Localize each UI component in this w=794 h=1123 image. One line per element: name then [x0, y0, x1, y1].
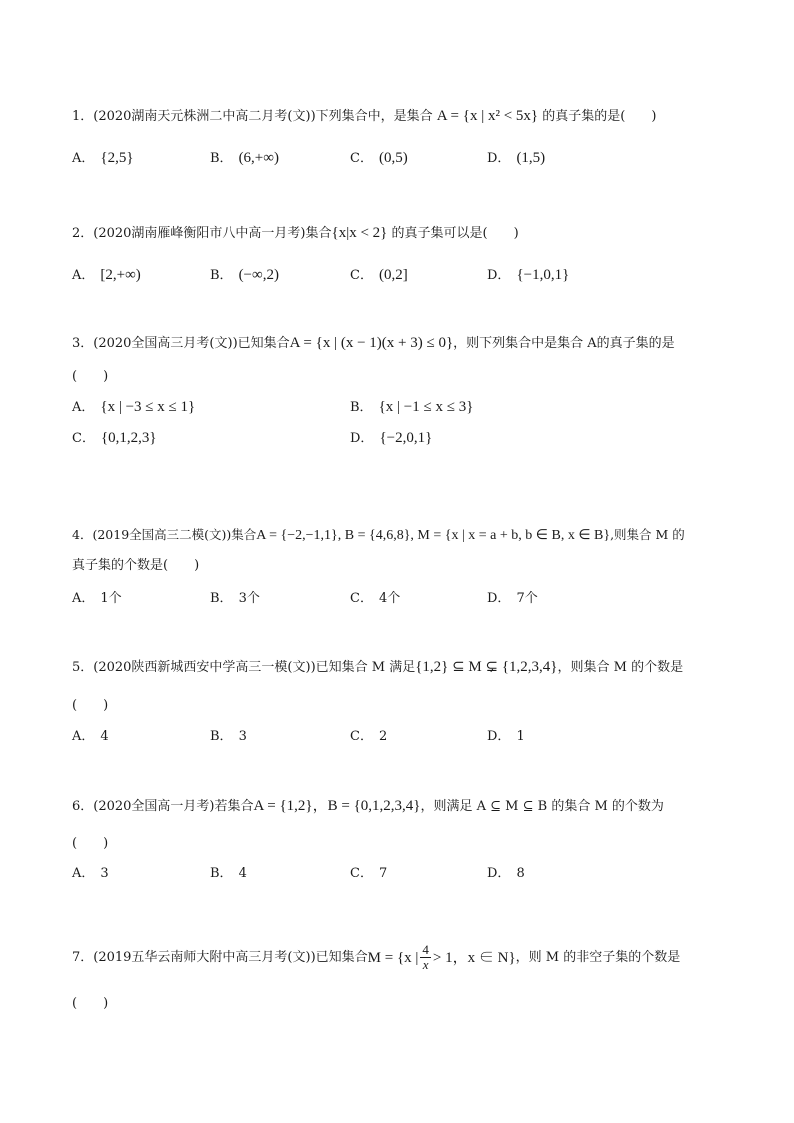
option-c[interactable]: C． {0,1,2,3}	[72, 430, 157, 446]
question-7-stem: 7．(2019五华云南师大附中高三月考(文))已知集合 M = {x | 4 x > 1，x ∈ N} ，则 M 的非空子集的个数是	[72, 942, 681, 972]
option-c[interactable]: C． (0,2]	[350, 267, 408, 283]
option-d[interactable]: D． (1,5)	[487, 150, 546, 166]
option-d[interactable]: D． {−2,0,1}	[350, 430, 433, 446]
answer-parentheses: ( )	[72, 698, 109, 713]
answer-parentheses: ( )	[72, 996, 109, 1011]
option-a[interactable]: A． [2,+∞)	[72, 267, 141, 283]
question-3-stem: 3．(2020全国高三月考(文))已知集合A = {x | (x − 1)(x + 3) ≤ 0}，则下列集合中是集合 A的真子集的是	[72, 335, 675, 351]
question-4-stem: 4．(2019全国高三二模(文))集合A = {−2,−1,1}, B = {4,6,8}, M = {x | x = a + b, b ∈ B, x ∈ B},则集合 M 的	[72, 527, 685, 543]
option-a[interactable]: A． {x | −3 ≤ x ≤ 1}	[72, 399, 196, 415]
option-a[interactable]: A． 3	[72, 866, 109, 881]
option-b[interactable]: B． {x | −1 ≤ x ≤ 3}	[350, 399, 474, 415]
question-1-stem: 1．(2020湖南天元株洲二中高二月考(文))下列集合中，是集合 A = {x | x² < 5x} 的真子集的是( )	[72, 108, 657, 124]
option-c[interactable]: C． (0,5)	[350, 150, 408, 166]
option-a[interactable]: A． 1个	[72, 591, 122, 606]
option-b[interactable]: B． 4	[210, 866, 247, 881]
option-d[interactable]: D． 7个	[487, 591, 538, 606]
option-d[interactable]: D． 1	[487, 729, 525, 744]
option-d[interactable]: D． {−1,0,1}	[487, 267, 570, 283]
option-b[interactable]: B． (6,+∞)	[210, 150, 279, 166]
option-b[interactable]: B． 3	[210, 729, 247, 744]
option-a[interactable]: A． 4	[72, 729, 109, 744]
question-2-stem: 2．(2020湖南雁峰衡阳市八中高一月考)集合{x|x < 2} 的真子集可以是( )	[72, 225, 519, 241]
fraction: 4 x	[422, 942, 429, 972]
option-c[interactable]: C． 4个	[350, 591, 401, 606]
option-a[interactable]: A． {2,5}	[72, 150, 134, 166]
option-d[interactable]: D． 8	[487, 866, 525, 881]
answer-parentheses: ( )	[72, 836, 109, 851]
option-c[interactable]: C． 2	[350, 729, 388, 744]
option-b[interactable]: B． (−∞,2)	[210, 267, 279, 283]
question-4-stem-line2: 真子集的个数是( )	[72, 558, 200, 573]
question-6-stem: 6．(2020全国高一月考)若集合A = {1,2}，B = {0,1,2,3,4}，则满足 A ⊆ M ⊆ B 的集合 M 的个数为	[72, 798, 664, 814]
answer-parentheses: ( )	[72, 369, 109, 384]
question-5-stem: 5．(2020陕西新城西安中学高三一模(文))已知集合 M 满足{1,2} ⊆ M ⊊ {1,2,3,4}，则集合 M 的个数是	[72, 659, 684, 675]
option-c[interactable]: C． 7	[350, 866, 388, 881]
option-b[interactable]: B． 3个	[210, 591, 260, 606]
